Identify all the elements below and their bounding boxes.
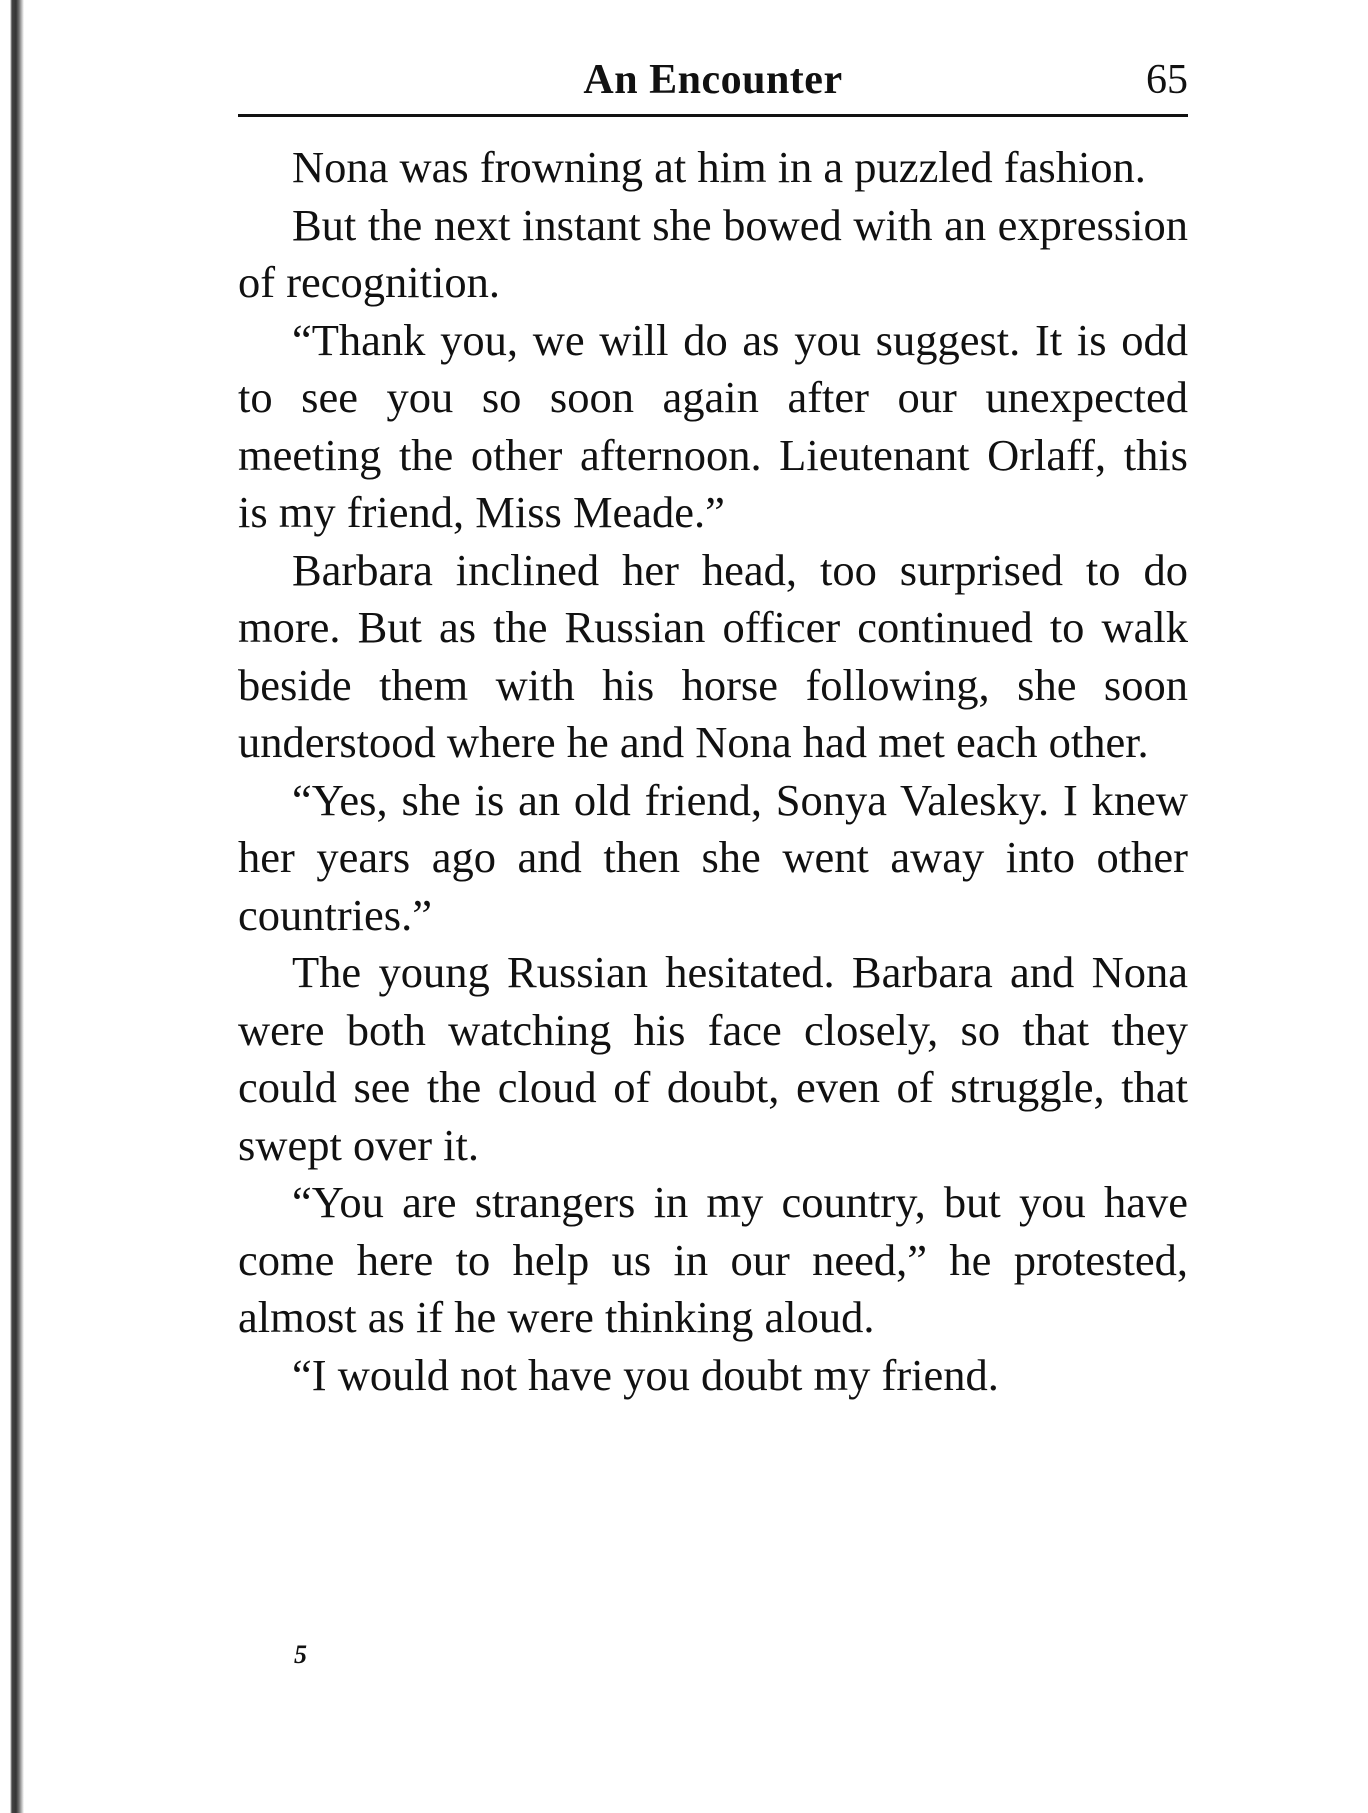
paragraph: “I would not have you doubt my friend. (292, 1349, 999, 1400)
chapter-title: An Encounter (583, 57, 843, 103)
paragraph: “You are strangers in my country, but you have come here to help us in our need,” he protested, almost as if he were thinking aloud. (238, 1177, 1188, 1342)
book-page (238, 52, 1188, 1404)
paragraph: The young Russian hesitated. Barbara and Nona were both watching his face closely, so that they could see the cloud of doubt, even of struggle, that swept over it. (238, 947, 1188, 1170)
body-text (238, 139, 1188, 1404)
paragraph: Nona was frowning at him in a puzzled fashion. (292, 142, 1146, 192)
running-head (238, 52, 1188, 117)
binding-edge (0, 0, 30, 1813)
paragraph: But the next instant she bowed with an expression of recognition. (238, 199, 1188, 307)
paragraph: “Yes, she is an old friend, Sonya Valesky. I knew her years ago and then she went away into other countries.” (238, 774, 1188, 940)
page-number: 65 (1146, 57, 1188, 103)
paragraph: Barbara inclined her head, too surprised to do more. But as the Russian officer continued to walk beside them with his horse following, she soon understood where he and Nona had met each other. (238, 544, 1188, 767)
signature-mark: 5 (294, 1640, 307, 1669)
paragraph: “Thank you, we will do as you suggest. It is odd to see you so soon again after our unexpected meeting the other afternoon. Lieutenant Orlaff, this is my friend, Miss Meade.” (238, 314, 1188, 537)
